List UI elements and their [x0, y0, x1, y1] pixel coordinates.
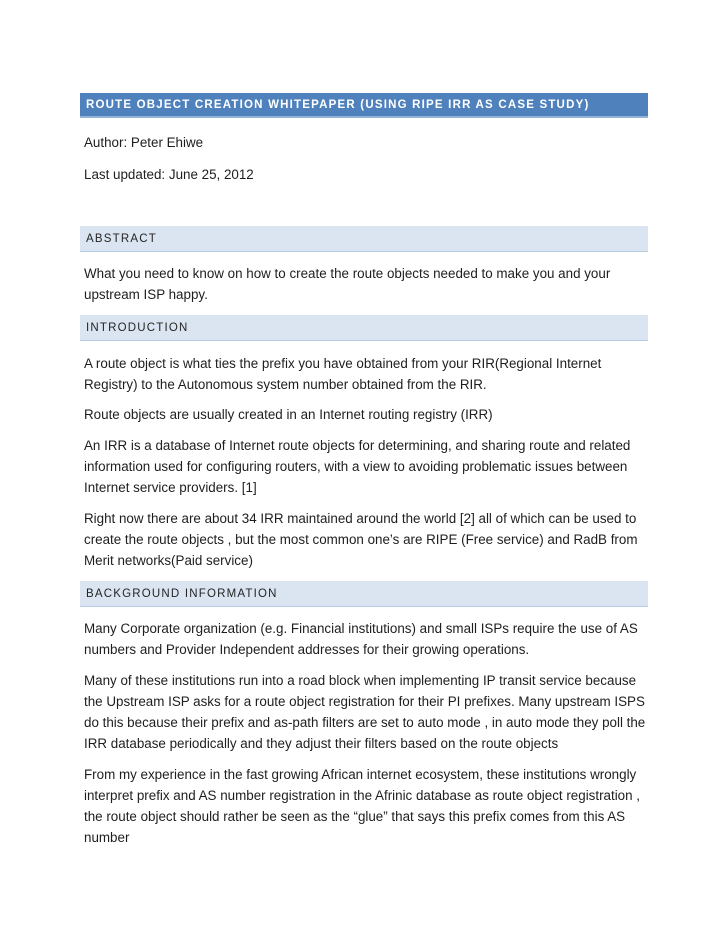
introduction-paragraph-line: Route objects are usually created in an Internet routing registry (IRR) — [84, 407, 493, 422]
introduction-paragraph-line: A route object is what ties the prefix you have obtained from your RIR(Regional Internet — [84, 356, 602, 371]
introduction-heading: INTRODUCTION — [86, 321, 189, 334]
abstract-heading-bar — [80, 226, 648, 252]
background-heading: BACKGROUND INFORMATION — [86, 587, 278, 600]
document-title: ROUTE OBJECT CREATION WHITEPAPER (USING RIPE IRR AS CASE STUDY) — [86, 98, 590, 111]
background-paragraph-line: IRR database periodically and they adjust their filters based on the route objects — [84, 736, 559, 751]
introduction-paragraph-line: Registry) to the Autonomous system number obtained from the RIR. — [84, 377, 487, 392]
abstract-heading: ABSTRACT — [86, 232, 157, 245]
introduction-paragraph-line: Merit networks(Paid service) — [84, 553, 253, 568]
introduction-paragraph-line: Right now there are about 34 IRR maintained around the world [2] all of which can be used to — [84, 511, 637, 526]
last-updated-line: Last updated: June 25, 2012 — [84, 167, 254, 182]
introduction-paragraph-line: Internet service providers. [1] — [84, 480, 257, 495]
background-paragraph-line: number — [84, 830, 130, 845]
background-paragraph-line: the route object should rather be seen as the “glue” that says this prefix comes from this AS — [84, 809, 626, 824]
background-paragraph-line: numbers and Provider Independent addresses for their growing operations. — [84, 642, 530, 657]
background-paragraph-line: the Upstream ISP asks for a route object registration for their PI prefixes. Many upstream ISPS — [84, 694, 645, 709]
background-heading-bar — [80, 581, 648, 607]
abstract-paragraph-line: upstream ISP happy. — [84, 287, 208, 302]
introduction-heading-bar — [80, 315, 648, 341]
author-line: Author: Peter Ehiwe — [84, 135, 204, 150]
background-paragraph-line: interpret prefix and AS number registration in the Afrinic database as route object registration , — [84, 788, 641, 803]
background-paragraph-line: From my experience in the fast growing African internet ecosystem, these institutions wrongly — [84, 767, 637, 782]
abstract-paragraph-line: What you need to know on how to create the route objects needed to make you and your — [84, 266, 611, 281]
introduction-paragraph-line: information used for configuring routers, with a view to avoiding problematic issues between — [84, 459, 628, 474]
introduction-paragraph-line: create the route objects , but the most common one’s are RIPE (Free service) and RadB from — [84, 532, 638, 547]
background-paragraph-line: Many of these institutions run into a road block when implementing IP transit service because — [84, 673, 637, 688]
background-paragraph-line: do this because their prefix and as-path filters are set to auto mode , in auto mode they poll the — [84, 715, 646, 730]
introduction-paragraph-line: An IRR is a database of Internet route objects for determining, and sharing route and related — [84, 438, 631, 453]
document-title-bar — [80, 93, 648, 118]
background-paragraph-line: Many Corporate organization (e.g. Financial institutions) and small ISPs require the use of AS — [84, 621, 638, 636]
